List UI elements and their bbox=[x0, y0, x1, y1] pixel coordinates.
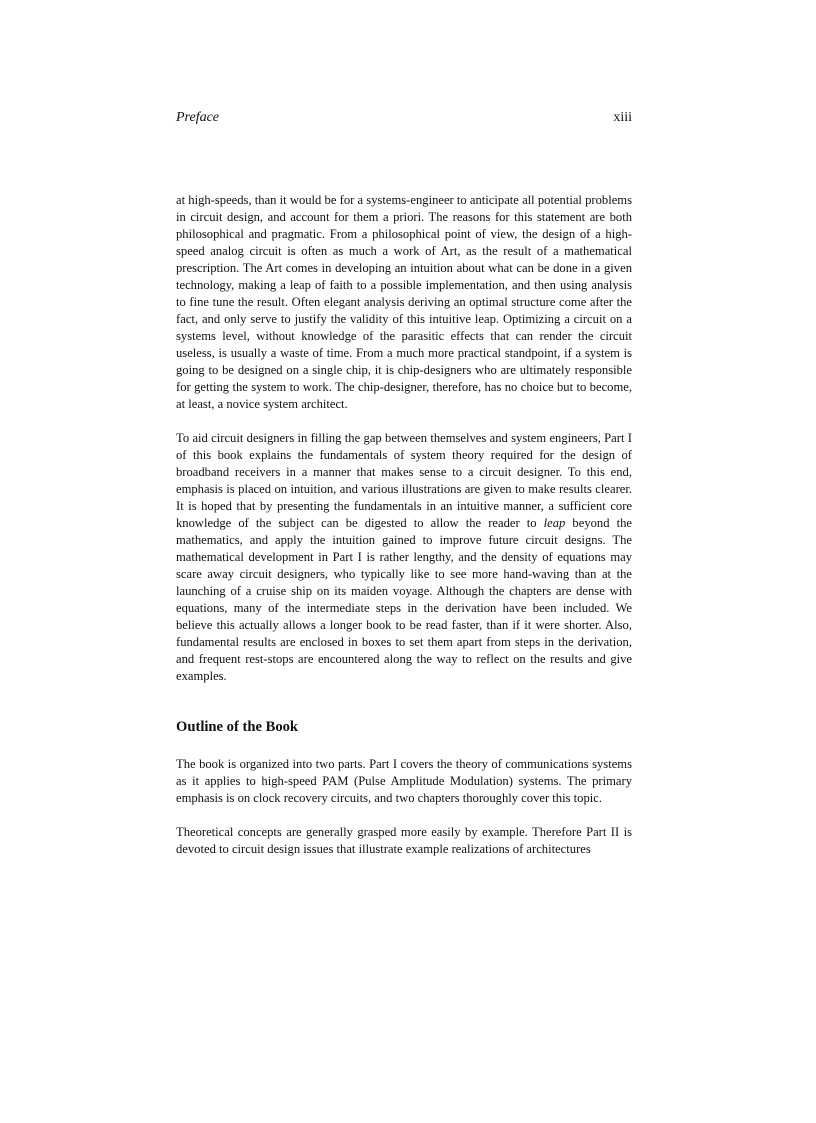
running-title: Preface bbox=[176, 110, 220, 125]
text-run: leap bbox=[543, 516, 566, 530]
text-run: Theoretical concepts are generally grasped more easily by example. Therefore Part II is devoted to circuit design issues that illustrate example realizations of architectures bbox=[176, 825, 632, 856]
paragraph bbox=[176, 192, 632, 413]
text-run: beyond the mathematics, and apply the intuition gained to improve future circuit designs. The mathematical development in Part I is rather lengthy, and the density of equations may scare away circuit designers, who typically like to see more hand-waving than at the launching of a cruise ship on its maiden voyage. Although the chapters are dense with equations, many of the intermediate steps in the derivation have been included. We believe this actually allows a longer book to be read faster, than if it were shorter. Also, fundamental results are enclosed in boxes to set them apart from steps in the derivation, and frequent rest-stops are encountered along the way to reflect on the results and give examples. bbox=[176, 516, 632, 683]
text-run: at high-speeds, than it would be for a systems-engineer to anticipate all potential problems in circuit design, and account for them a priori. The reasons for this statement are both philosophical and pragmatic. From a philosophical point of view, the design of a high-speed analog circuit is often as much a work of Art, as the result of a mathematical prescription. The Art comes in developing an intuition about what can be done in a given technology, making a leap of faith to a possible implementation, and then using analysis to fine tune the result. Often elegant analysis deriving an optimal structure come after the fact, and only serve to justify the validity of this intuitive leap. Optimizing a circuit on a systems level, without knowledge of the parasitic effects that can render the circuit useless, is usually a waste of time. From a much more practical standpoint, if a system is going to be designed on a single chip, it is chip-designers who are ultimately responsible for getting the system to work. The chip-designer, therefore, has no choice but to become, at least, a novice system architect. bbox=[176, 193, 632, 411]
page-body bbox=[176, 192, 632, 875]
paragraph bbox=[176, 756, 632, 807]
section-heading: Outline of the Book bbox=[176, 719, 299, 735]
paragraph bbox=[176, 430, 632, 685]
paragraph bbox=[176, 824, 632, 858]
text-run: To aid circuit designers in filling the gap between themselves and system engineers, Part I of this book explains the fundamentals of system theory required for the design of broadband receivers in a manner that makes sense to a circuit designer. To this end, emphasis is placed on intuition, and various illustrations are given to make results clearer. It is hoped that by presenting the fundamentals in an intuitive manner, a sufficient core knowledge of the subject can be digested to allow the reader to bbox=[176, 431, 632, 530]
page-number: xiii bbox=[613, 110, 632, 125]
page-header bbox=[176, 110, 632, 126]
text-run: The book is organized into two parts. Part I covers the theory of communications systems as it applies to high-speed PAM (Pulse Amplitude Modulation) systems. The primary emphasis is on clock recovery circuits, and two chapters thoroughly cover this topic. bbox=[176, 757, 632, 805]
